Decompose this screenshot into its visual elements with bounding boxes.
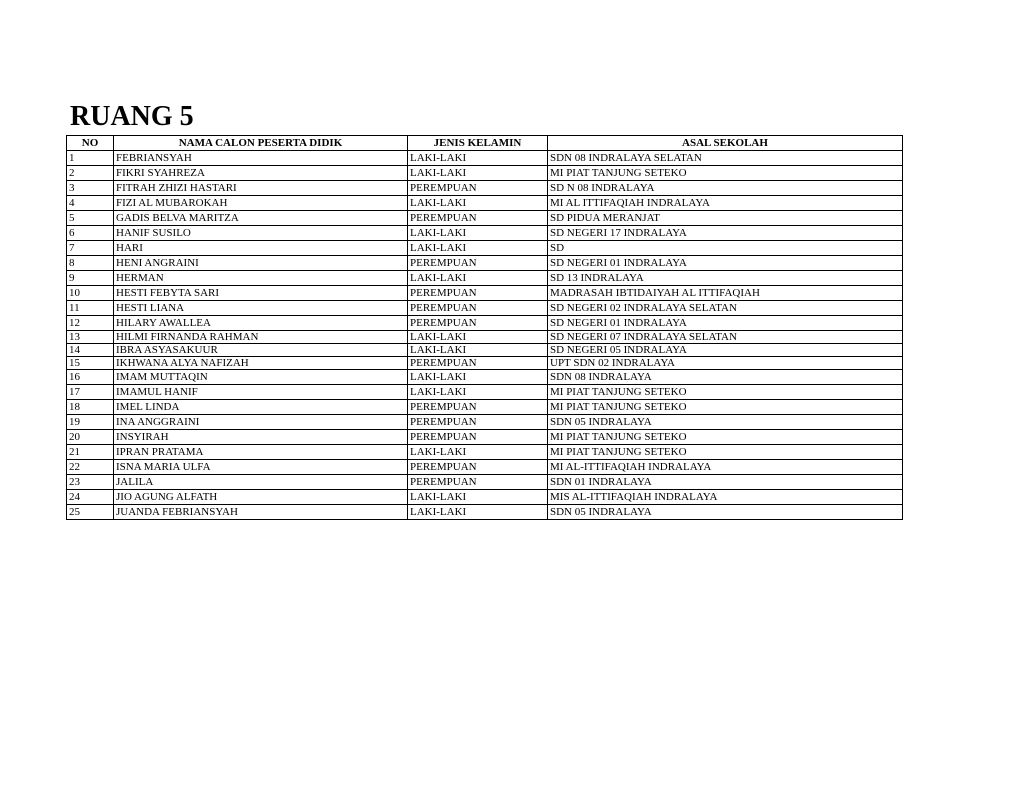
table-row: [67, 316, 903, 331]
cell-no: 20: [67, 430, 114, 445]
cell-origin-school: SDN 05 INDRALAYA: [548, 415, 903, 430]
cell-gender: LAKI-LAKI: [408, 166, 548, 181]
table-header-row: [67, 136, 903, 151]
table-row: [67, 196, 903, 211]
table-row: [67, 241, 903, 256]
cell-origin-school: SD NEGERI 07 INDRALAYA SELATAN: [548, 331, 903, 344]
header-student-name: NAMA CALON PESERTA DIDIK: [114, 136, 408, 151]
table-row: [67, 181, 903, 196]
cell-origin-school: MI PIAT TANJUNG SETEKO: [548, 400, 903, 415]
cell-origin-school: SD NEGERI 01 INDRALAYA: [548, 316, 903, 331]
cell-no: 17: [67, 385, 114, 400]
table-row: [67, 460, 903, 475]
cell-student-name: IKHWANA ALYA NAFIZAH: [114, 357, 408, 370]
cell-no: 12: [67, 316, 114, 331]
table-row: [67, 301, 903, 316]
cell-origin-school: SD NEGERI 05 INDRALAYA: [548, 344, 903, 357]
cell-student-name: HILMI FIRNANDA RAHMAN: [114, 331, 408, 344]
table-row: [67, 344, 903, 357]
table-row: [67, 331, 903, 344]
cell-no: 3: [67, 181, 114, 196]
cell-no: 8: [67, 256, 114, 271]
table-row: [67, 211, 903, 226]
cell-origin-school: SD NEGERI 17 INDRALAYA: [548, 226, 903, 241]
table-row: [67, 490, 903, 505]
cell-student-name: HENI ANGRAINI: [114, 256, 408, 271]
table-row: [67, 370, 903, 385]
table-body: [67, 151, 903, 520]
cell-student-name: GADIS BELVA MARITZA: [114, 211, 408, 226]
cell-student-name: HESTI LIANA: [114, 301, 408, 316]
cell-no: 7: [67, 241, 114, 256]
student-roster-table: [66, 135, 903, 520]
cell-gender: PEREMPUAN: [408, 211, 548, 226]
table-row: [67, 286, 903, 301]
cell-no: 21: [67, 445, 114, 460]
cell-origin-school: SDN 05 INDRALAYA: [548, 505, 903, 520]
table-row: [67, 430, 903, 445]
header-no: NO: [67, 136, 114, 151]
cell-student-name: FEBRIANSYAH: [114, 151, 408, 166]
cell-gender: PEREMPUAN: [408, 357, 548, 370]
cell-student-name: IBRA ASYASAKUUR: [114, 344, 408, 357]
table-row: [67, 415, 903, 430]
cell-gender: PEREMPUAN: [408, 256, 548, 271]
cell-gender: LAKI-LAKI: [408, 505, 548, 520]
cell-gender: PEREMPUAN: [408, 415, 548, 430]
cell-gender: PEREMPUAN: [408, 316, 548, 331]
cell-no: 6: [67, 226, 114, 241]
cell-gender: LAKI-LAKI: [408, 344, 548, 357]
cell-no: 4: [67, 196, 114, 211]
cell-no: 15: [67, 357, 114, 370]
cell-origin-school: SDN 08 INDRALAYA: [548, 370, 903, 385]
cell-origin-school: SD N 08 INDRALAYA: [548, 181, 903, 196]
cell-gender: PEREMPUAN: [408, 400, 548, 415]
cell-origin-school: SDN 01 INDRALAYA: [548, 475, 903, 490]
cell-origin-school: MI AL-ITTIFAQIAH INDRALAYA: [548, 460, 903, 475]
cell-gender: PEREMPUAN: [408, 475, 548, 490]
table-row: [67, 271, 903, 286]
cell-gender: LAKI-LAKI: [408, 331, 548, 344]
cell-origin-school: SD: [548, 241, 903, 256]
table-row: [67, 445, 903, 460]
cell-no: 16: [67, 370, 114, 385]
cell-student-name: JALILA: [114, 475, 408, 490]
table-row: [67, 475, 903, 490]
cell-no: 9: [67, 271, 114, 286]
cell-student-name: INA ANGGRAINI: [114, 415, 408, 430]
cell-origin-school: MI PIAT TANJUNG SETEKO: [548, 166, 903, 181]
table-row: [67, 505, 903, 520]
cell-gender: LAKI-LAKI: [408, 226, 548, 241]
cell-gender: LAKI-LAKI: [408, 490, 548, 505]
cell-no: 13: [67, 331, 114, 344]
table-row: [67, 357, 903, 370]
cell-no: 25: [67, 505, 114, 520]
table-row: [67, 400, 903, 415]
cell-student-name: IMAM MUTTAQIN: [114, 370, 408, 385]
table-row: [67, 256, 903, 271]
cell-gender: LAKI-LAKI: [408, 445, 548, 460]
header-gender: JENIS KELAMIN: [408, 136, 548, 151]
page-title: RUANG 5: [70, 101, 194, 132]
cell-student-name: JUANDA FEBRIANSYAH: [114, 505, 408, 520]
cell-no: 10: [67, 286, 114, 301]
cell-origin-school: SDN 08 INDRALAYA SELATAN: [548, 151, 903, 166]
cell-gender: LAKI-LAKI: [408, 271, 548, 286]
cell-student-name: ISNA MARIA ULFA: [114, 460, 408, 475]
cell-student-name: HANIF SUSILO: [114, 226, 408, 241]
cell-gender: LAKI-LAKI: [408, 385, 548, 400]
table-row: [67, 226, 903, 241]
cell-no: 11: [67, 301, 114, 316]
cell-origin-school: MI PIAT TANJUNG SETEKO: [548, 385, 903, 400]
cell-student-name: FIKRI SYAHREZA: [114, 166, 408, 181]
cell-origin-school: MIS AL-ITTIFAQIAH INDRALAYA: [548, 490, 903, 505]
cell-origin-school: SD PIDUA MERANJAT: [548, 211, 903, 226]
cell-student-name: FIZI AL MUBAROKAH: [114, 196, 408, 211]
cell-student-name: HARI: [114, 241, 408, 256]
cell-student-name: IPRAN PRATAMA: [114, 445, 408, 460]
cell-student-name: IMAMUL HANIF: [114, 385, 408, 400]
cell-origin-school: UPT SDN 02 INDRALAYA: [548, 357, 903, 370]
cell-student-name: HILARY AWALLEA: [114, 316, 408, 331]
cell-gender: PEREMPUAN: [408, 460, 548, 475]
cell-student-name: IMEL LINDA: [114, 400, 408, 415]
cell-gender: PEREMPUAN: [408, 181, 548, 196]
cell-gender: LAKI-LAKI: [408, 370, 548, 385]
table-row: [67, 151, 903, 166]
cell-no: 22: [67, 460, 114, 475]
cell-no: 23: [67, 475, 114, 490]
cell-no: 14: [67, 344, 114, 357]
header-origin-school: ASAL SEKOLAH: [548, 136, 903, 151]
cell-gender: PEREMPUAN: [408, 301, 548, 316]
cell-student-name: INSYIRAH: [114, 430, 408, 445]
cell-origin-school: SD NEGERI 02 INDRALAYA SELATAN: [548, 301, 903, 316]
cell-student-name: HESTI FEBYTA SARI: [114, 286, 408, 301]
cell-no: 5: [67, 211, 114, 226]
cell-gender: LAKI-LAKI: [408, 151, 548, 166]
cell-no: 1: [67, 151, 114, 166]
cell-origin-school: SD NEGERI 01 INDRALAYA: [548, 256, 903, 271]
cell-student-name: JIO AGUNG ALFATH: [114, 490, 408, 505]
cell-student-name: HERMAN: [114, 271, 408, 286]
cell-no: 24: [67, 490, 114, 505]
cell-origin-school: MADRASAH IBTIDAIYAH AL ITTIFAQIAH: [548, 286, 903, 301]
table-row: [67, 166, 903, 181]
cell-origin-school: MI PIAT TANJUNG SETEKO: [548, 445, 903, 460]
cell-origin-school: MI AL ITTIFAQIAH INDRALAYA: [548, 196, 903, 211]
cell-no: 18: [67, 400, 114, 415]
cell-gender: PEREMPUAN: [408, 430, 548, 445]
cell-origin-school: SD 13 INDRALAYA: [548, 271, 903, 286]
cell-gender: LAKI-LAKI: [408, 241, 548, 256]
cell-gender: LAKI-LAKI: [408, 196, 548, 211]
cell-origin-school: MI PIAT TANJUNG SETEKO: [548, 430, 903, 445]
cell-no: 19: [67, 415, 114, 430]
cell-gender: PEREMPUAN: [408, 286, 548, 301]
cell-no: 2: [67, 166, 114, 181]
table-row: [67, 385, 903, 400]
cell-student-name: FITRAH ZHIZI HASTARI: [114, 181, 408, 196]
